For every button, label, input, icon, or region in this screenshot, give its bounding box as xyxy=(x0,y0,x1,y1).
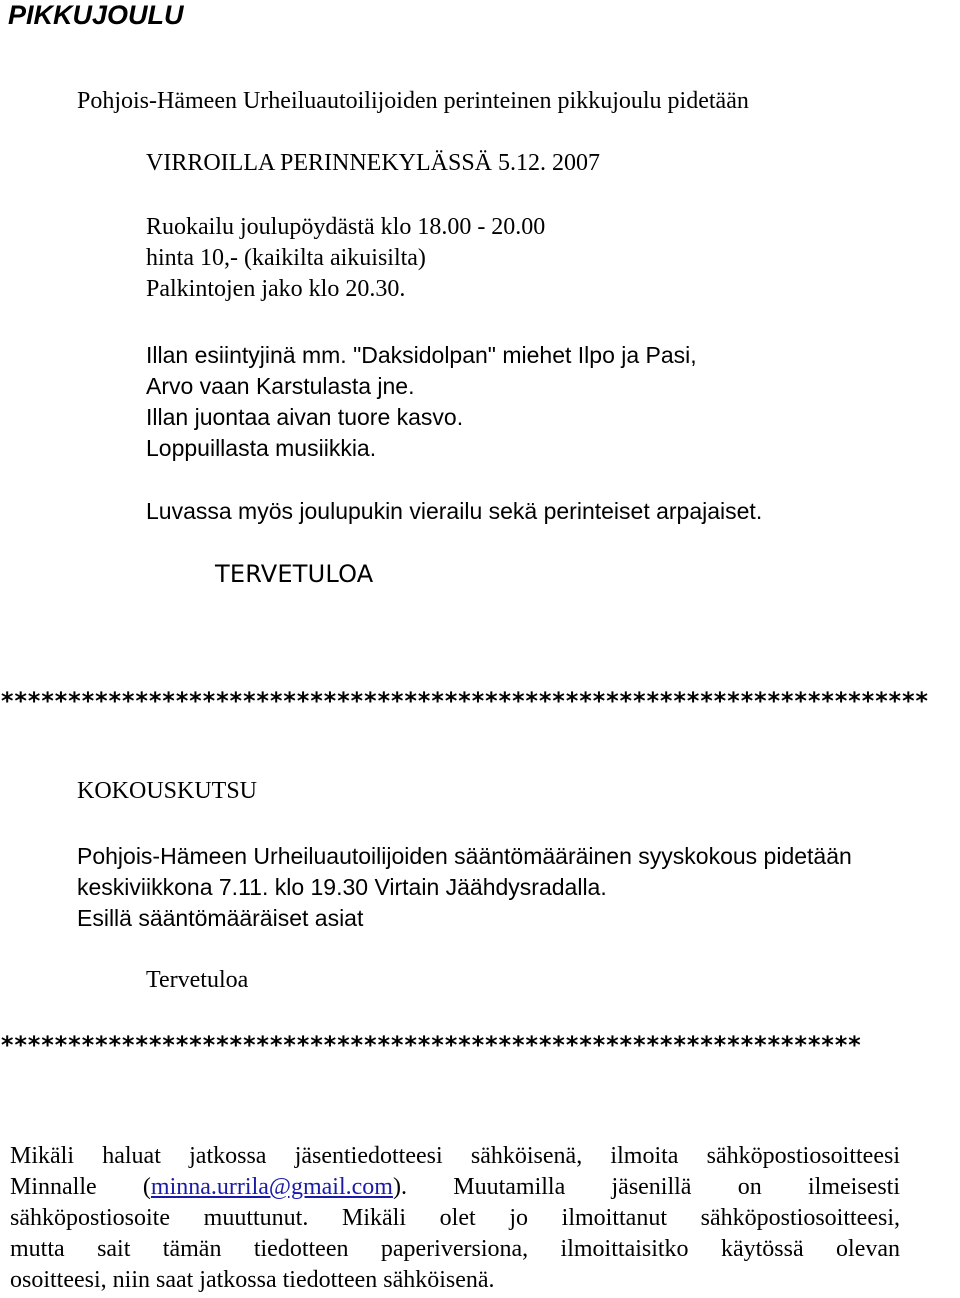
event-detail-line: Palkintojen jako klo 20.30. xyxy=(146,276,406,302)
meeting-line: keskiviikkona 7.11. klo 19.30 Virtain Jäähdysradalla. xyxy=(77,874,607,900)
event-program-line: Illan esiintyjinä mm. "Daksidolpan" miehet Ilpo ja Pasi, xyxy=(146,342,697,368)
meeting-line: Pohjois-Hämeen Urheiluautoilijoiden sääntömääräinen syyskokous pidetään xyxy=(77,843,852,869)
event-program xyxy=(146,340,697,464)
notice-text: ). Muutamilla jäsenillä on ilmeisesti xyxy=(392,1174,901,1200)
meeting-welcome: Tervetuloa xyxy=(146,967,249,993)
separator-first: ********************************************************************* xyxy=(0,687,928,715)
event-details xyxy=(146,212,545,305)
event-program-line: Illan juontaa aivan tuore kasvo. xyxy=(146,404,464,430)
meeting-heading: KOKOUSKUTSU xyxy=(77,778,258,804)
notice-line: mutta sait tämän tiedotteen paperiversiona, ilmoittaisitko käytössä olevan xyxy=(10,1236,900,1262)
meeting-line: Esillä sääntömääräiset asiat xyxy=(77,905,364,931)
separator-second: **************************************************************** xyxy=(0,1031,861,1059)
email-link[interactable]: minna.urrila@gmail.com xyxy=(150,1174,393,1200)
page-title: PIKKUJOULU xyxy=(8,0,184,30)
event-intro: Pohjois-Hämeen Urheiluautoilijoiden perinteinen pikkujoulu pidetään xyxy=(77,88,749,114)
meeting-body xyxy=(77,841,852,934)
notice-line: osoitteesi, niin saat jatkossa tiedotteen sähköisenä. xyxy=(10,1267,495,1293)
event-welcome: TERVETULOA xyxy=(215,560,374,588)
event-extra: Luvassa myös joulupukin vierailu sekä perinteiset arpajaiset. xyxy=(146,498,763,524)
notice-line: sähköpostiosoite muuttunut. Mikäli olet jo ilmoittanut sähköpostiosoitteesi, xyxy=(10,1205,900,1231)
notice-line: Mikäli haluat jatkossa jäsentiedotteesi sähköisenä, ilmoita sähköpostiosoitteesi xyxy=(10,1143,900,1169)
notice-text: Minnalle ( xyxy=(10,1174,151,1200)
event-detail-line: hinta 10,- (kaikilta aikuisilta) xyxy=(146,245,426,271)
event-program-line: Loppuillasta musiikkia. xyxy=(146,435,377,461)
event-detail-line: Ruokailu joulupöydästä klo 18.00 - 20.00 xyxy=(146,214,546,240)
notice-line-with-email xyxy=(10,1172,900,1203)
email-notice xyxy=(10,1141,900,1296)
event-place-date: VIRROILLA PERINNEKYLÄSSÄ 5.12. 2007 xyxy=(146,150,601,176)
event-program-line: Arvo vaan Karstulasta jne. xyxy=(146,373,415,399)
